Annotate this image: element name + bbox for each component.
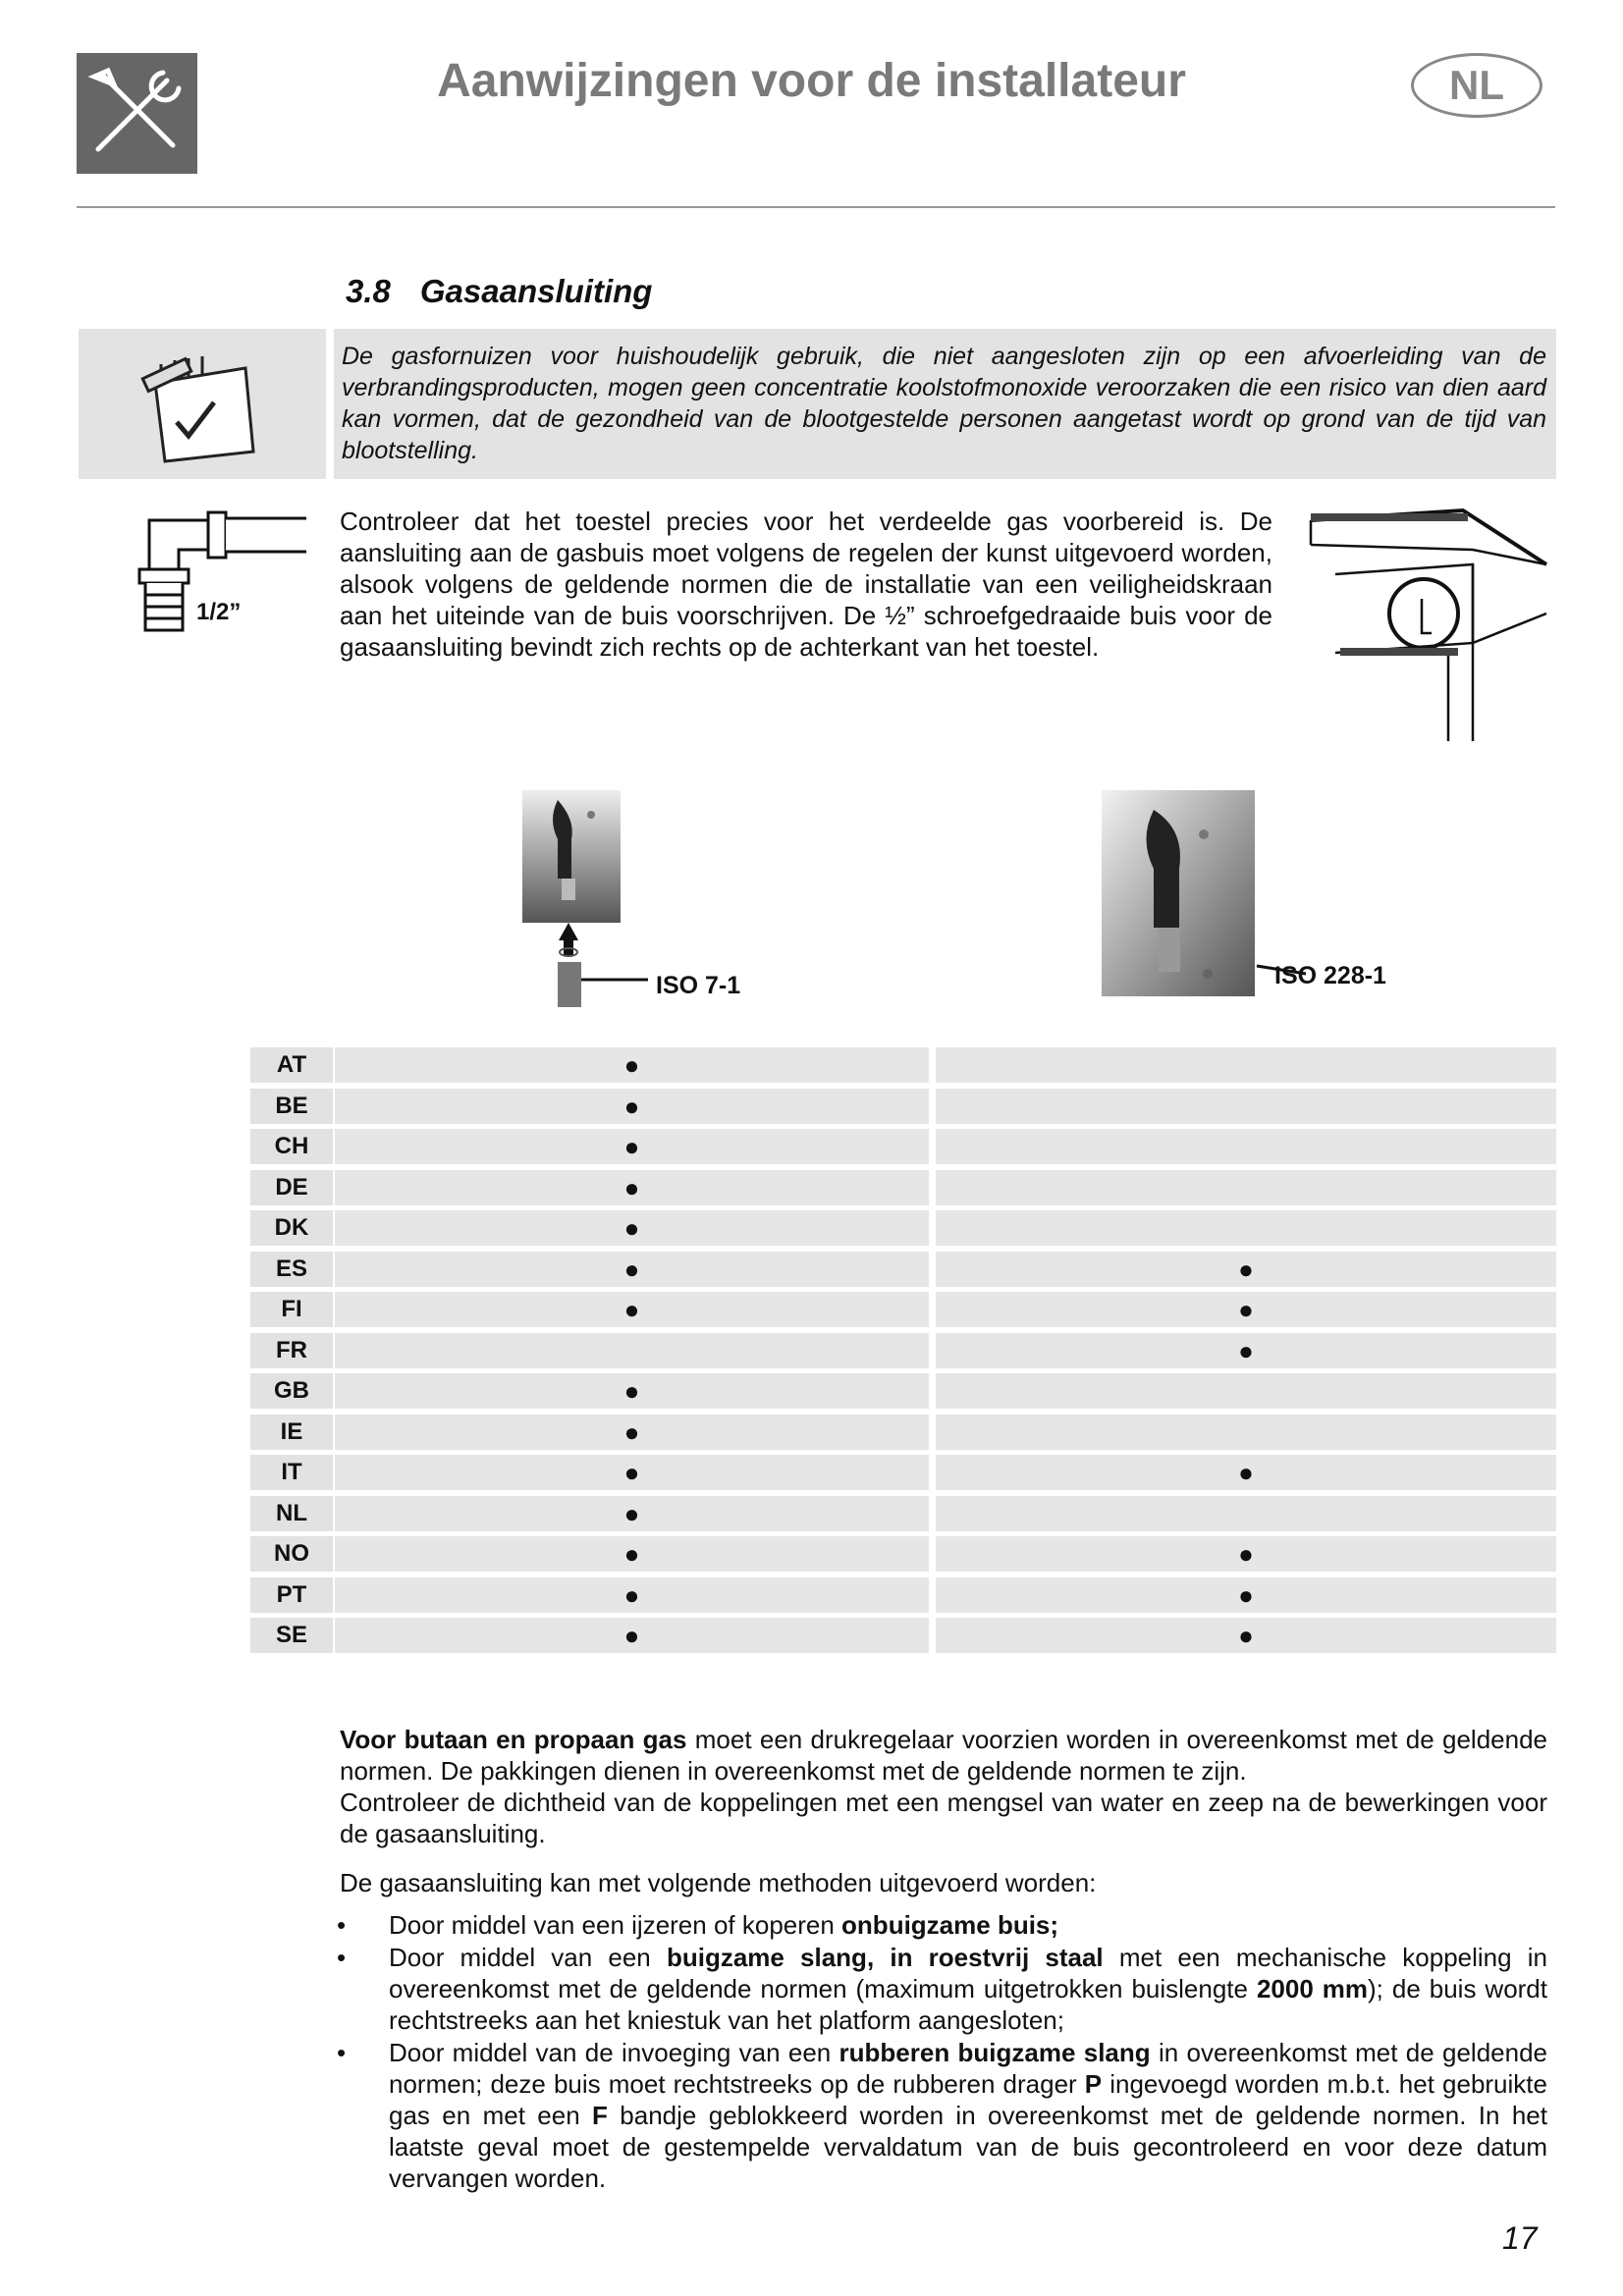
section-heading <box>346 273 652 310</box>
method-text: bandje geblokkeerd worden in overeenkomst met de geldende normen. In het laatste geval moet de gestempelde vervaldatum van de buis gecontroleerd en voor deze datum vervangen worden. <box>389 2101 1547 2193</box>
method-bold: buigzame slang, in roestvrij staal <box>666 1943 1104 1972</box>
country-code: NL <box>250 1496 333 1531</box>
method-text: Door middel van de invoeging van een <box>389 2038 839 2067</box>
leak-check-paragraph: Controleer de dichtheid van de koppelingen met een mengsel van water en zeep na de bewerkingen voor de gasaansluiting. <box>340 1788 1547 1848</box>
method-bold: onbuigzame buis; <box>841 1910 1059 1940</box>
cooker-connection-illustration <box>1306 506 1551 746</box>
iso-228-1-cell <box>936 1373 1556 1409</box>
gas-check-text: Controleer dat het toestel precies voor het verdeelde gas voorbereid is. De aansluiting aan de gasbuis moet volgens de regelen der kunst uitgevoerd worden, alsook volgens de geldende normen die de installatie van een veiligheidskraan aan het uiteinde van de buis voorschrijven. De ½” schroefgedraaide buis voor de gasaansluiting bevindt zich rechts op de achterkant van het toestel. <box>340 507 1272 662</box>
iso-7-1-illustration <box>520 785 677 1016</box>
section-number: 3.8 <box>346 273 391 309</box>
note-check-icon <box>79 329 326 479</box>
country-code: DE <box>250 1170 333 1205</box>
method-text: ingevoegd worden m.b.t. het gebruikte gas en met een <box>389 2069 1547 2130</box>
method-text: in overeenkomst met de geldende normen; deze buis moet rechtstreeks op de rubberen drager <box>389 2038 1547 2099</box>
method-text: Door middel van een ijzeren of koperen <box>389 1910 842 1940</box>
method-bold: F <box>592 2101 608 2130</box>
iso-7-1-cell: ● <box>335 1252 929 1287</box>
iso-228-1-cell: ● <box>936 1618 1556 1653</box>
iso-7-1-cell: ● <box>335 1047 929 1083</box>
method-text: Door middel van een <box>389 1943 667 1972</box>
method-bold: 2000 mm <box>1256 1974 1369 2003</box>
iso-7-1-cell: ● <box>335 1292 929 1327</box>
table-row <box>250 1089 1556 1124</box>
country-code: DK <box>250 1210 333 1246</box>
butane-paragraph <box>340 1724 1547 1787</box>
iso-228-1-cell <box>936 1170 1556 1205</box>
table-row <box>250 1536 1556 1572</box>
language-badge: NL <box>1411 53 1542 118</box>
iso-7-1-cell: ● <box>335 1415 929 1450</box>
iso-7-1-label: ISO 7-1 <box>656 972 741 999</box>
table-row <box>250 1333 1556 1368</box>
iso-228-1-cell: ● <box>936 1455 1556 1490</box>
iso-228-1-cell: ● <box>936 1252 1556 1287</box>
country-code: SE <box>250 1618 333 1653</box>
country-code: IT <box>250 1455 333 1490</box>
table-row <box>250 1129 1556 1164</box>
method-item <box>389 2037 1547 2194</box>
method-text: ); de buis wordt rechtstreeks aan het kniestuk van het platform aangesloten; <box>389 1974 1547 2035</box>
table-row <box>250 1047 1556 1083</box>
method-item <box>389 1942 1547 2036</box>
iso-228-1-cell <box>936 1496 1556 1531</box>
table-row <box>250 1496 1556 1531</box>
iso-7-1-cell: ● <box>335 1129 929 1164</box>
butane-bold: Voor butaan en propaan gas <box>340 1725 687 1754</box>
method-text: met een mechanische koppeling in overeenkomst met de geldende normen (maximum uitgetrokken buislengte <box>389 1943 1548 2003</box>
table-row <box>250 1292 1556 1327</box>
iso-228-1-cell <box>936 1089 1556 1124</box>
iso-7-1-cell: ● <box>335 1577 929 1613</box>
iso-7-1-cell: ● <box>335 1618 929 1653</box>
country-code: ES <box>250 1252 333 1287</box>
country-code: PT <box>250 1577 333 1613</box>
iso-228-1-cell <box>936 1129 1556 1164</box>
iso-7-1-cell: ● <box>335 1455 929 1490</box>
iso-228-1-cell: ● <box>936 1292 1556 1327</box>
iso-228-1-cell: ● <box>936 1333 1556 1368</box>
bullet: • <box>337 1910 347 1940</box>
table-row <box>250 1210 1556 1246</box>
table-row <box>250 1252 1556 1287</box>
iso-7-1-cell: ● <box>335 1373 929 1409</box>
iso-228-1-label: ISO 228-1 <box>1274 962 1386 989</box>
butane-rest: moet een drukregelaar voorzien worden in overeenkomst met de geldende normen. De pakkingen dienen in overeenkomst met de geldende normen te zijn. <box>340 1725 1547 1786</box>
country-code: CH <box>250 1129 333 1164</box>
country-code: FR <box>250 1333 333 1368</box>
country-code: BE <box>250 1089 333 1124</box>
iso-7-1-cell: ● <box>335 1210 929 1246</box>
table-row <box>250 1373 1556 1409</box>
iso-228-1-cell: ● <box>936 1536 1556 1572</box>
header-divider <box>77 206 1555 208</box>
methods-intro: De gasaansluiting kan met volgende methoden uitgevoerd worden: <box>340 1868 1097 1897</box>
country-code: IE <box>250 1415 333 1450</box>
table-row <box>250 1415 1556 1450</box>
country-code: FI <box>250 1292 333 1327</box>
iso-228-1-cell <box>936 1210 1556 1246</box>
warning-text: De gasfornuizen voor huishoudelijk gebruik, die niet aangesloten zijn op een afvoerleiding van de verbrandingsproducten, mogen geen concentratie koolstofmonoxide veroorzaken die een risico van dien aard kan vormen, dat de gezondheid van de blootgestelde personen aangetast wordt op grond van de tijd van blootstelling. <box>334 329 1556 479</box>
iso-7-1-cell: ● <box>335 1536 929 1572</box>
iso-7-1-cell <box>335 1333 929 1368</box>
table-row <box>250 1577 1556 1613</box>
bullet: • <box>337 1943 347 1972</box>
country-code: NO <box>250 1536 333 1572</box>
page-number: 17 <box>1502 2220 1538 2256</box>
page-title: Aanwijzingen voor de installateur <box>437 55 1186 107</box>
method-bold: P <box>1084 2069 1103 2099</box>
iso-7-1-cell: ● <box>335 1170 929 1205</box>
iso-7-1-cell: ● <box>335 1496 929 1531</box>
country-code: GB <box>250 1373 333 1409</box>
table-row <box>250 1618 1556 1653</box>
method-bold: rubberen buigzame slang <box>839 2038 1151 2067</box>
bullet: • <box>337 2038 347 2067</box>
section-title: Gasaansluiting <box>419 273 653 309</box>
iso-7-1-cell: ● <box>335 1089 929 1124</box>
method-item <box>389 1909 1547 1941</box>
iso-228-1-cell <box>936 1415 1556 1450</box>
thread-size-label: 1/2” <box>196 599 242 625</box>
country-code: AT <box>250 1047 333 1083</box>
table-row <box>250 1455 1556 1490</box>
iso-228-1-cell: ● <box>936 1577 1556 1613</box>
iso-228-1-cell <box>936 1047 1556 1083</box>
table-row <box>250 1170 1556 1205</box>
